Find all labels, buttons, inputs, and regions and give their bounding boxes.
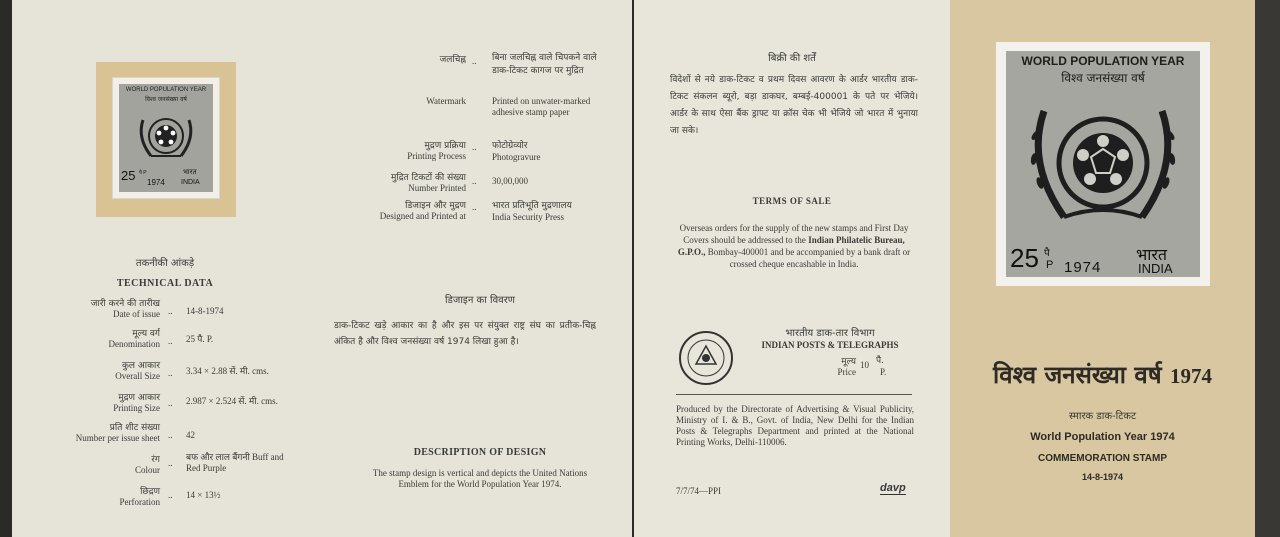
tech-row [40,484,160,507]
price-unit-hi: पै. [876,356,884,366]
sale-text-en-part2: Bombay-400001 and be accompanied by a bank draft or crossed cheque encashable in India. [707,247,911,269]
tech-value: 3.34 × 2.88 सें. मी. cms. [186,366,269,376]
tech-row [40,296,160,319]
price-label-hi: मूल्य [841,357,856,367]
tech-row [40,390,160,413]
detail-value-hi: भारत प्रतिभूति मुद्रणालय [492,201,572,211]
divider [676,394,912,395]
detail-row [320,170,466,193]
tech-label-en: Perforation [119,497,160,507]
detail-label-hi: मुद्रण प्रक्रिया [424,141,466,151]
detail-row [360,138,466,161]
large-stamp-image [996,42,1210,286]
tech-label-en: Overall Size [115,371,160,381]
detail-separator: .. [472,176,477,186]
detail-value-en: Photogravure [492,152,541,162]
tech-label-hi: मुद्रण आकार [118,393,160,403]
stamp-country-hi: भारत [1136,245,1168,264]
tech-row [40,452,160,475]
cover-title [950,358,1255,391]
cover-subtitle-hi: स्मारक डाक-टिकट [1069,411,1136,422]
detail-separator: .. [472,56,477,66]
un-emblem-icon [133,106,199,168]
tech-value: 14 × 13½ [186,490,221,500]
issue-date: 14-8-1974 [1081,472,1124,482]
small-stamp-country-hi: भारत [183,168,197,176]
sale-heading-en: TERMS OF SALE [752,196,832,206]
cover-subtitle-en: World Population Year 1974 [1030,431,1175,443]
detail-label-hi: मुद्रित टिकटों की संख्या [391,173,466,183]
detail-label-en: Watermark [426,96,466,106]
detail-value-hi: बिना जलचिह्न वाले चिपकने वाले डाक-टिकट कागज पर मुद्रित [492,53,597,76]
price-unit-en: P. [880,367,887,377]
stamp-country-en: INDIA [1138,261,1173,276]
posts-telegraphs-seal-icon [678,330,734,386]
tech-value: 2.987 × 2.524 सें. मी. cms. [186,396,278,406]
sale-text-hi: विदेशों से नये डाक-टिकट व प्रथम दिवस आवरण के आर्डर भारतीय डाक-टिकट संकलन ब्यूरो, बड़ा डाकघर, बम्बई-400001 के पते पर भेजिये। आर्डर के साथ ऐसा बैंक ड्राफ्ट या क्रॉस चेक भी भेजिये जो भारत में भुनाया जा सके। [670,75,918,136]
tech-separator: .. [168,430,173,440]
detail-label-en: Printing Process [407,151,466,161]
tech-value: 25 पै. P. [186,334,214,344]
tech-row [40,326,160,349]
design-text-hi: डाक-टिकट खड़े आकार का है और इस पर संयुक्त राष्ट्र संघ का प्रतीक-चिह्न अंकित है और विश्व जनसंख्या वर्ष 1974 लिखा हुआ है। [334,321,596,347]
cover-title-year: 1974 [1169,364,1212,388]
price-label-en: Price [837,367,856,377]
price-value: 10 [860,360,869,370]
detail-row [340,198,466,221]
background-edge [1255,0,1280,537]
small-stamp-value: 25 [121,168,136,183]
tech-label-hi: मूल्य वर्ग [132,329,160,339]
tech-separator: .. [168,458,173,468]
tech-label-hi: रंग [151,455,160,465]
small-stamp-title-hi: विश्व जनसंख्या वर्ष [145,96,187,103]
department-name-en: INDIAN POSTS & TELEGRAPHS [761,340,899,350]
commemoration-label: COMMEMORATION STAMP [1037,453,1168,464]
technical-data-heading-hi: तकनीकी आंकड़े [135,258,195,269]
tech-row [40,358,160,381]
small-stamp-year: 1974 [147,178,165,187]
detail-value-en: Printed on unwater-marked adhesive stamp paper [492,96,591,117]
detail-value-en: 30,00,000 [492,176,528,186]
stamp-title-en: WORLD POPULATION YEAR [1021,54,1185,68]
detail-row [360,52,466,65]
tech-value: 14-8-1974 [186,306,224,316]
design-heading-hi: डिजाइन का विवरण [444,295,516,306]
small-stamp-country-en: INDIA [181,179,200,186]
tech-label-en: Date of issue [113,309,160,319]
technical-data-heading-en: TECHNICAL DATA [116,278,214,289]
bureau-address: Indian Philatelic Bureau, G.P.O., [677,235,905,257]
tech-label-en: Printing Size [113,403,160,413]
detail-label-en: Designed and Printed at [379,211,466,221]
sale-heading-hi: बिक्री की शर्तें [768,53,816,64]
tech-label-hi: कुल आकार [122,361,160,371]
small-stamp-image [113,78,219,198]
tech-value: बफ और लाल बैंगनी Buff and Red Purple [186,452,284,473]
un-emblem-large-icon [1020,91,1186,239]
tech-label-hi: प्रति शीट संख्या [109,423,160,433]
production-credit: Produced by the Directorate of Advertising & Visual Publicity, Ministry of I. & B., Govt. of India, New Delhi for the Indian Posts & Telegraphs Department and printed at the National Printing Works, Delhi-110006. [676,404,914,447]
stamp-value: 25 [1010,243,1039,273]
tech-separator: .. [168,368,173,378]
tech-separator: .. [168,306,173,316]
design-heading-en: DESCRIPTION OF DESIGN [413,447,547,458]
tech-label-en: Denomination [108,339,160,349]
tech-label-hi: छिद्रण [140,487,160,497]
sale-text-en-part1: Overseas orders for the supply of the new stamps and First Day Covers should be addressed to the [679,223,909,245]
detail-label-en: Number Printed [408,183,466,193]
stamp-title-hi: विश्व जनसंख्या वर्ष [1061,71,1145,85]
department-name-hi: भारतीय डाक-तार विभाग [785,328,875,339]
tech-label-hi: जारी करने की तारीख [90,299,160,309]
tech-row [30,420,160,443]
tech-separator: .. [168,490,173,500]
small-stamp-unit: पै P [139,170,147,176]
detail-separator: .. [472,142,477,152]
design-text-en: The stamp design is vertical and depicts the United Nations Emblem for the World Population Year 1974. [372,468,588,489]
cover-title-hi: विश्व जनसंख्या वर्ष [993,361,1162,389]
stamp-unit-hi: पै [1044,248,1050,259]
small-stamp-title-en: WORLD POPULATION YEAR [125,87,207,93]
detail-separator: .. [472,202,477,212]
stamp-unit-en: P [1046,259,1054,271]
detail-label-hi: जलचिह्न [439,55,466,65]
stamp-year: 1974 [1064,259,1102,276]
tech-label-en: Number per issue sheet [75,433,160,443]
sale-text-en [670,222,918,270]
detail-value-en: India Security Press [492,212,564,222]
print-code: 7/7/74—PPI [676,486,722,496]
tech-separator: .. [168,336,173,346]
detail-value-hi: फोटोग्रेव्योर [492,141,528,151]
tech-separator: .. [168,398,173,408]
davp-logo: davp [880,482,906,494]
tech-value: 42 [186,430,195,440]
tech-label-en: Colour [134,465,160,475]
detail-label-hi: डिजाइन और मुद्रण [405,201,466,211]
